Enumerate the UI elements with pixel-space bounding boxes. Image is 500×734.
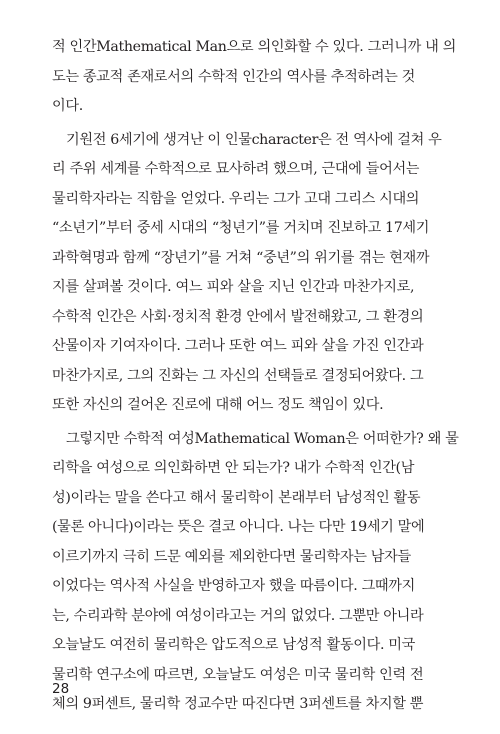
text-line: 는, 수리과학 분야에 여성이라고는 거의 없었다. 그뿐만 아니라 <box>52 607 424 624</box>
paragraph <box>52 33 457 122</box>
text-line: 지를 살펴볼 것이다. 여느 피와 살을 지닌 인간과 마찬가지로, <box>52 279 415 295</box>
text-line: 도는 종교적 존재로서의 수학적 인간의 역사를 추적하려는 것 <box>52 68 415 85</box>
text-line: 체의 9퍼센트, 물리학 정교수만 따진다면 3퍼센트를 차지할 뿐 <box>52 696 424 712</box>
text-line: 기원전 6세기에 생겨난 이 인물character은 전 역사에 걸쳐 우 <box>66 131 442 148</box>
text-line: 물리학자라는 직함을 얻었다. 우리는 그가 고대 그리스 시대의 <box>52 190 420 207</box>
text-line: 산물이자 기여자이다. 그러나 또한 여느 피와 살을 가진 인간과 <box>52 338 424 354</box>
text-line: 적 인간Mathematical Man으로 의인화할 수 있다. 그러니까 내 의 <box>52 39 457 55</box>
text-line: 과학혁명과 함께 “장년기”를 거쳐 “중년”의 위기를 겪는 현재까 <box>52 249 430 266</box>
paragraph <box>52 126 452 421</box>
text-line: 이다. <box>52 98 83 114</box>
text-line: 리 주위 세계를 수학적으로 묘사하려 했으며, 근대에 들어서는 <box>52 161 420 177</box>
page-number: 28 <box>52 681 70 697</box>
paragraph <box>52 425 459 720</box>
text-line: 마찬가지로, 그의 진화는 그 자신의 선택들로 결정되어왔다. 그 <box>52 367 424 384</box>
text-line: (물론 아니다)이라는 뜻은 결코 아니다. 나는 다만 19세기 말에 <box>52 519 425 535</box>
text-line: 오늘날도 여전히 물리학은 압도적으로 남성적 활동이다. 미국 <box>52 637 415 653</box>
text-line: 수학적 인간은 사회·정치적 환경 안에서 발전해왔고, 그 환경의 <box>52 308 424 325</box>
text-line: “소년기”부터 중세 시대의 “청년기”를 거치며 진보하고 17세기 <box>52 220 430 236</box>
text-line: 이었다는 역사적 사실을 반영하고자 했을 따름이다. 그때까지 <box>52 578 415 594</box>
body-text <box>52 33 459 720</box>
text-line: 물리학 연구소에 따르면, 오늘날도 여성은 미국 물리학 인력 전 <box>52 666 424 683</box>
text-line: 이르기까지 극히 드문 예외를 제외한다면 물리학자는 남자들 <box>52 548 411 565</box>
text-line: 성)이라는 말을 쓴다고 해서 물리학이 본래부터 남성적인 활동 <box>52 489 421 506</box>
text-line: 또한 자신의 걸어온 진로에 대해 어느 정도 책임이 있다. <box>52 397 384 413</box>
text-line: 리학을 여성으로 의인화하면 안 되는가? 내가 수학적 인간(남 <box>52 460 415 476</box>
text-line: 그렇지만 수학적 여성Mathematical Woman은 어떠한가? 왜 물 <box>66 430 459 447</box>
